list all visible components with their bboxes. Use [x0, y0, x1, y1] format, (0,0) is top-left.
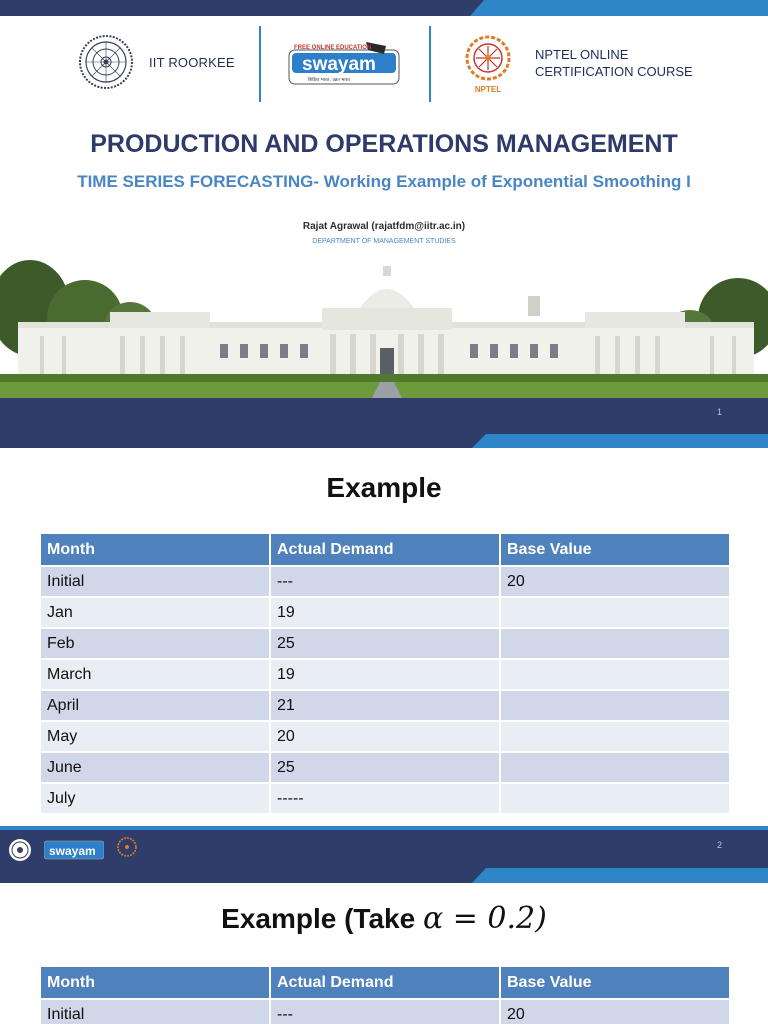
page-number: 2 — [716, 840, 722, 850]
demand-cell: 20 — [271, 722, 499, 753]
demand-cell: 21 — [271, 691, 499, 722]
course-title: PRODUCTION AND OPERATIONS MANAGEMENT — [90, 130, 678, 158]
nptel-label — [535, 46, 693, 80]
demand-cell: 19 — [271, 598, 499, 629]
nptel-logo-icon — [116, 836, 138, 862]
logo-divider — [259, 26, 261, 102]
table-row — [41, 722, 729, 753]
base-value-cell: 20 — [501, 1000, 729, 1024]
column-header-month: Month — [41, 967, 269, 1000]
base-value-cell — [501, 598, 729, 629]
demand-cell: 19 — [271, 660, 499, 691]
slide-title — [0, 901, 768, 936]
demand-table — [39, 967, 731, 1024]
logo-row — [0, 22, 768, 106]
base-value-cell — [501, 722, 729, 753]
lecture-subtitle: TIME SERIES FORECASTING- Working Example of Exponential Smoothing I — [77, 172, 691, 191]
slide-footer-bar — [0, 826, 768, 883]
iit-roorkee-label: IIT ROORKEE — [149, 55, 235, 70]
nptel-line2: CERTIFICATION COURSE — [535, 64, 693, 79]
footer-accent — [472, 434, 768, 448]
logo-divider — [429, 26, 431, 102]
base-value-cell: 20 — [501, 567, 729, 598]
nptel-line1: NPTEL ONLINE — [535, 47, 629, 62]
demand-table — [39, 534, 731, 815]
column-header-actual-demand: Actual Demand — [271, 534, 499, 567]
slide-title-prefix: Example (Take — [221, 903, 423, 934]
table-header-row — [41, 534, 729, 567]
nptel-logo-text: NPTEL — [474, 85, 502, 94]
table-row — [41, 598, 729, 629]
nptel-logo-icon — [462, 34, 514, 94]
column-header-base-value: Base Value — [501, 967, 729, 1000]
column-header-month: Month — [41, 534, 269, 567]
iit-roorkee-seal-icon — [8, 838, 32, 862]
swayam-tag: FREE ONLINE EDUCATION — [294, 45, 372, 51]
demand-cell: 25 — [271, 753, 499, 784]
table-header-row — [41, 967, 729, 1000]
campus-building-photo — [0, 248, 768, 398]
month-cell: Initial — [41, 567, 269, 598]
footer-accent — [472, 868, 768, 883]
department-label: DEPARTMENT OF MANAGEMENT STUDIES — [312, 238, 456, 245]
top-bar-accent — [470, 0, 768, 16]
swayam-logo — [44, 838, 104, 860]
base-value-cell — [501, 784, 729, 815]
table-row — [41, 784, 729, 815]
table-row — [41, 753, 729, 784]
month-cell: June — [41, 753, 269, 784]
column-header-base-value: Base Value — [501, 534, 729, 567]
base-value-cell — [501, 753, 729, 784]
month-cell: Jan — [41, 598, 269, 629]
example-alpha-slide — [0, 883, 768, 1024]
footer-strip — [0, 826, 768, 830]
alpha-expression: α = 0.2) — [422, 901, 547, 936]
footer-swayam-name: swayam — [49, 844, 96, 858]
title-footer-bar — [0, 398, 768, 448]
base-value-cell — [501, 660, 729, 691]
month-cell: Initial — [41, 1000, 269, 1024]
author-line: Rajat Agrawal (rajatfdm@iitr.ac.in) — [302, 221, 466, 232]
month-cell: March — [41, 660, 269, 691]
demand-cell: ----- — [271, 784, 499, 815]
table-row — [41, 1000, 729, 1024]
title-slide — [0, 0, 768, 448]
slide-title: Example — [326, 472, 442, 503]
base-value-cell — [501, 691, 729, 722]
table-row — [41, 691, 729, 722]
demand-cell: 25 — [271, 629, 499, 660]
month-cell: April — [41, 691, 269, 722]
swayam-name: swayam — [302, 54, 376, 75]
demand-cell: --- — [271, 1000, 499, 1024]
demand-cell: --- — [271, 567, 499, 598]
page-number: 1 — [716, 407, 722, 417]
column-header-actual-demand: Actual Demand — [271, 967, 499, 1000]
example-slide — [0, 448, 768, 883]
month-cell: July — [41, 784, 269, 815]
month-cell: Feb — [41, 629, 269, 660]
table-row — [41, 629, 729, 660]
swayam-tagline: शिक्षित भारत, उन्नत भारत — [308, 78, 350, 83]
iit-roorkee-seal-icon — [78, 34, 134, 90]
table-row — [41, 660, 729, 691]
table-row — [41, 567, 729, 598]
base-value-cell — [501, 629, 729, 660]
swayam-logo — [288, 40, 400, 86]
month-cell: May — [41, 722, 269, 753]
